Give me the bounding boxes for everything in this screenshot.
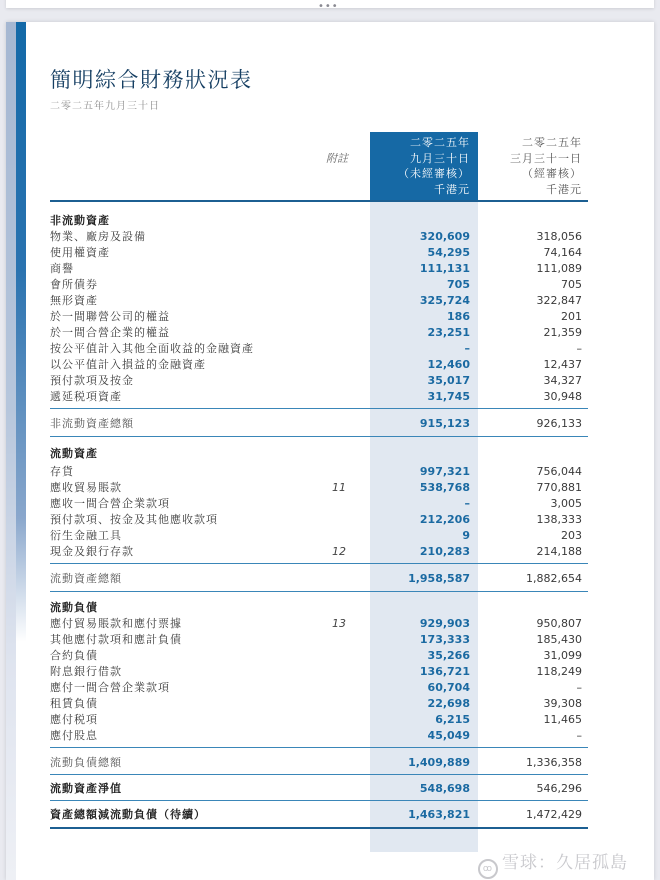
table-row [50,544,588,560]
row-label: 無形資產 [50,294,98,307]
section-heading [50,446,588,462]
table-row [50,293,588,309]
previous-period-value: 1,336,358 [526,756,582,769]
current-period-header [370,132,478,200]
previous-period-value: 770,881 [536,481,582,494]
watermark: ꝏ 雪球：久居孤島 [478,848,628,879]
current-period-value: – [464,342,470,355]
current-period-value: 9 [462,529,470,542]
previous-period-value: 3,005 [550,497,582,510]
table-row [50,357,588,373]
previous-period-value: 111,089 [536,262,582,275]
previous-period-value: 318,056 [536,230,582,243]
row-divider [50,563,588,564]
previous-period-value: 30,948 [543,390,582,403]
current-period-value: 186 [447,310,470,323]
row-label: 非流動資產總額 [50,417,134,430]
current-period-value: 1,958,587 [408,572,470,585]
header-divider [50,200,588,202]
previous-period-value: 74,164 [543,246,582,259]
current-period-value: 538,768 [419,481,470,494]
note-column-header: 附註 [326,152,348,165]
previous-period-value: 118,249 [536,665,582,678]
table-row [50,277,588,293]
table-bottom-rule [50,827,588,829]
table-row [50,512,588,528]
previous-period-value: – [576,681,582,694]
previous-period-value: 201 [561,310,582,323]
row-label: 非流動資產 [50,214,110,227]
row-label: 物業、廠房及設備 [50,230,146,243]
row-label: 應付貿易賬款和應付票據 [50,617,182,630]
previous-period-value: 21,359 [543,326,582,339]
row-label: 商譽 [50,262,74,275]
row-label: 流動資產淨值 [50,782,122,795]
row-label: 應付一間合營企業款項 [50,681,170,694]
previous-period-value: – [576,729,582,742]
header-line: （未經審核） [398,167,470,180]
current-period-value: 325,724 [419,294,470,307]
previous-period-value: 203 [561,529,582,542]
current-period-value: 548,698 [419,782,470,795]
table-row [50,528,588,544]
row-label: 以公平值計入損益的金融資產 [50,358,206,371]
table-row [50,245,588,261]
row-label: 附息銀行借款 [50,665,122,678]
header-line: 千港元 [546,182,582,196]
current-period-value: 1,463,821 [408,808,470,821]
previous-period-value: 12,437 [543,358,582,371]
row-label: 應收一間合營企業款項 [50,497,170,510]
previous-period-value: 1,472,429 [526,808,582,821]
table-row [50,325,588,341]
current-period-value: 111,131 [419,262,470,275]
current-period-value: 54,295 [427,246,470,259]
header-line: （經審核） [522,167,582,180]
row-label: 現金及銀行存款 [50,545,134,558]
current-period-value: 31,745 [427,390,470,403]
page-title: 簡明綜合財務狀況表 [50,68,253,92]
previous-period-value: 322,847 [536,294,582,307]
header-line: 三月三十一日 [510,151,582,165]
table-row [50,632,588,648]
row-note-ref: 12 [332,545,346,558]
current-period-value: 12,460 [427,358,470,371]
row-divider [50,747,588,748]
current-period-value: 173,333 [419,633,470,646]
table-row [50,341,588,357]
row-label: 流動負債 [50,601,98,614]
row-label: 於一間合營企業的權益 [50,326,170,339]
row-label: 衍生金融工具 [50,529,122,542]
header-line: 千港元 [434,182,470,196]
row-label: 遞延税項資產 [50,390,122,403]
table-row [50,309,588,325]
current-period-value: 212,206 [419,513,470,526]
current-period-value: 23,251 [427,326,470,339]
table-row [50,712,588,728]
table-row [50,680,588,696]
previous-period-value: 546,296 [536,782,582,795]
row-note-ref: 13 [332,617,346,630]
current-period-value: 915,123 [419,417,470,430]
header-line: 九月三十日 [410,151,470,165]
current-period-value: 1,409,889 [408,756,470,769]
previous-period-value: 11,465 [543,713,582,726]
header-line: 二零二五年 [522,136,582,149]
page-subtitle-date: 二零二五年九月三十日 [50,101,160,112]
row-label: 按公平值計入其他全面收益的金融資產 [50,342,254,355]
table-row [50,696,588,712]
current-period-value: 22,698 [427,697,470,710]
row-divider [50,800,588,801]
row-label: 預付款項及按金 [50,374,134,387]
xueqiu-logo-icon: ꝏ [478,859,498,879]
row-label: 使用權資產 [50,246,110,259]
net-current-assets-row [50,781,588,797]
row-label: 其他應付款項和應計負債 [50,633,182,646]
current-period-value: 60,704 [427,681,470,694]
row-label: 資產總額減流動負債（待續） [50,808,206,821]
current-period-value: 6,215 [435,713,470,726]
total-assets-less-current-liabilities-row [50,807,588,823]
row-label: 應收貿易賬款 [50,481,122,494]
previous-period-value: 39,308 [543,697,582,710]
row-label: 應付股息 [50,729,98,742]
table-row [50,480,588,496]
previous-period-value: 950,807 [536,617,582,630]
row-divider [50,591,588,592]
previous-period-value: 31,099 [543,649,582,662]
row-label: 租賃負債 [50,697,98,710]
table-row [50,496,588,512]
section-heading [50,213,588,229]
row-label: 流動負債總額 [50,756,122,769]
current-period-value: 210,283 [419,545,470,558]
current-period-value: 705 [447,278,470,291]
current-period-value: 929,903 [419,617,470,630]
table-row [50,389,588,405]
subtotal-row [50,755,588,771]
row-label: 會所債券 [50,278,98,291]
table-row [50,648,588,664]
previous-period-value: 185,430 [536,633,582,646]
previous-period-value: 926,133 [536,417,582,430]
previous-period-value: 214,188 [536,545,582,558]
current-period-value: 45,049 [427,729,470,742]
previous-period-value: 34,327 [543,374,582,387]
row-note-ref: 11 [332,481,346,494]
current-period-value: 136,721 [419,665,470,678]
document-page [6,22,654,880]
drag-handle-icon[interactable]: ••• [318,1,339,12]
current-period-value: – [464,497,470,510]
current-period-value: 320,609 [419,230,470,243]
table-row [50,728,588,744]
row-label: 預付款項、按金及其他應收款項 [50,513,218,526]
subtotal-row [50,416,588,432]
row-label: 於一間聯營公司的權益 [50,310,170,323]
previous-period-value: 1,882,654 [526,572,582,585]
row-label: 流動資產總額 [50,572,122,585]
table-row [50,229,588,245]
row-divider [50,774,588,775]
row-label: 存貨 [50,465,74,478]
table-row [50,261,588,277]
decorative-strip-light [6,22,16,880]
row-label: 應付税項 [50,713,98,726]
row-divider [50,436,588,437]
row-label: 合約負債 [50,649,98,662]
previous-period-value: 705 [561,278,582,291]
section-heading [50,600,588,616]
current-period-value: 35,266 [427,649,470,662]
current-period-value: 35,017 [427,374,470,387]
subtotal-row [50,571,588,587]
table-row [50,664,588,680]
decorative-strip-dark [16,22,26,642]
table-row [50,464,588,480]
previous-period-header [480,132,586,200]
table-row [50,616,588,632]
row-divider [50,408,588,409]
current-period-value: 997,321 [419,465,470,478]
previous-period-value: – [576,342,582,355]
table-row [50,373,588,389]
previous-period-value: 138,333 [536,513,582,526]
previous-period-value: 756,044 [536,465,582,478]
row-label: 流動資產 [50,447,98,460]
header-line: 二零二五年 [410,136,470,149]
